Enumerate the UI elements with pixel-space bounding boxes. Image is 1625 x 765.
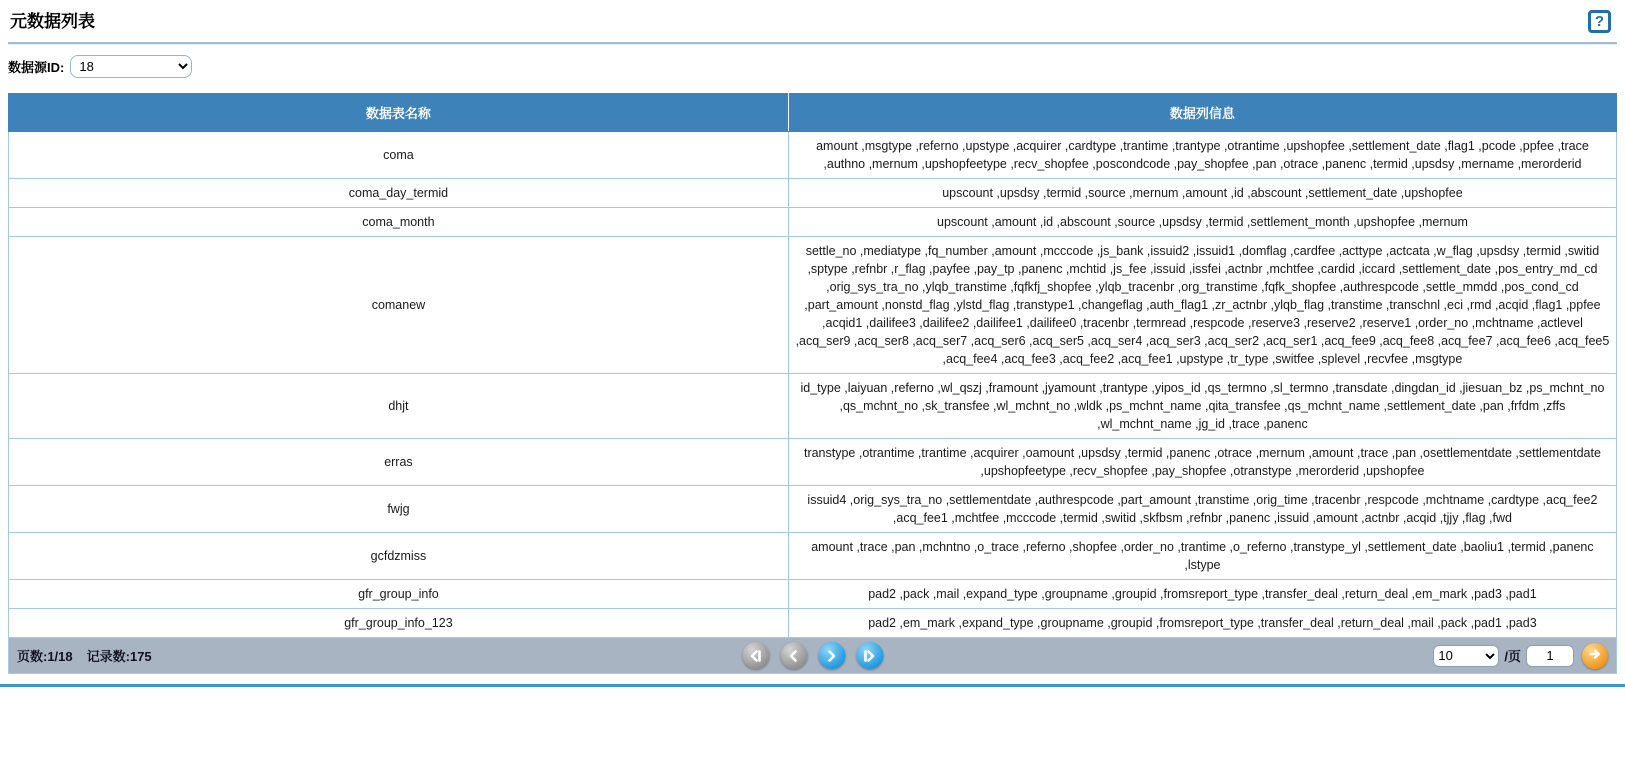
column-info-cell: amount ,trace ,pan ,mchntno ,o_trace ,referno ,shopfee ,order_no ,trantime ,o_referno ,transtype_yl ,settlement_date ,baoliu1 ,termid ,panenc ,lstype [788,533,1616,580]
table-row [9,208,1617,237]
column-info-cell: transtype ,otrantime ,trantime ,acquirer ,oamount ,upsdsy ,termid ,panenc ,otrace ,mernum ,amount ,trace ,pan ,osettlementdate ,settlementdate ,upshopfeetype ,recv_shopfee ,pay_shopfee ,otranstype ,merorderid ,upshopfee [788,439,1616,486]
go-arrow-icon [1588,647,1602,664]
table-name-cell: coma_month [9,208,789,237]
table-row [9,486,1617,533]
previous-page-button[interactable] [780,642,807,669]
column-info-cell: pad2 ,em_mark ,expand_type ,groupname ,groupid ,fromsreport_type ,transfer_deal ,return_deal ,mail ,pack ,pad1 ,pad3 [788,609,1616,638]
datasource-id-label: 数据源ID: [8,60,65,75]
table-row [9,609,1617,638]
page-size-select[interactable] [1433,645,1499,667]
last-page-icon [863,649,877,663]
table-name-cell: fwjg [9,486,789,533]
table-row [9,374,1617,439]
table-name-cell: coma [9,132,789,179]
page-count-label: 页数:1/18 [17,649,73,664]
first-page-button[interactable] [742,642,769,669]
pager-right-controls [1433,643,1608,669]
previous-page-icon [787,649,801,663]
column-info-cell: id_type ,laiyuan ,referno ,wl_qszj ,framount ,jyamount ,trantype ,yipos_id ,qs_termno ,sl_termno ,transdate ,dingdan_id ,jiesuan_bz ,ps_mchnt_no ,qs_mchnt_no ,sk_transfee ,wl_mchnt_no ,wldk ,ps_mchnt_name ,qita_transfee ,qs_mchnt_name ,settlement_date ,pan ,frfdm ,zffs ,wl_mchnt_name ,jg_id ,trace ,panenc [788,374,1616,439]
filter-row [8,55,1617,78]
next-page-icon [825,649,839,663]
title-divider [8,42,1617,45]
table-name-cell: erras [9,439,789,486]
column-info-cell: pad2 ,pack ,mail ,expand_type ,groupname ,groupid ,fromsreport_type ,transfer_deal ,return_deal ,em_mark ,pad3 ,pad1 [788,580,1616,609]
next-page-button[interactable] [818,642,845,669]
pager-info [17,646,166,665]
column-info-cell: settle_no ,mediatype ,fq_number ,amount ,mcccode ,js_bank ,issuid2 ,issuid1 ,domflag ,cardfee ,acttype ,actcata ,w_flag ,upsdsy ,termid ,switid ,sptype ,refnbr ,r_flag ,payfee ,pay_tp ,panenc ,mchtid ,js_fee ,issuid ,issfei ,actnbr ,mchtfee ,cardid ,iccard ,settlement_date ,pos_entry_md_cd ,orig_sys_tra_no ,ylqb_transtime ,fqfkfj_shopfee ,ylqb_tracenbr ,org_transtime ,fqfk_shopfee ,authrespcode ,settle_mmdd ,pos_cond_cd ,part_amount ,nonstd_flag ,ylstd_flag ,transtype1 ,changeflag ,auth_flag1 ,zr_actnbr ,ylqb_flag ,transtime ,transchnl ,eci ,rmd ,acqid ,flag1 ,ppfee ,acqid1 ,dailifee3 ,dailifee2 ,dailifee1 ,dailifee0 ,tracenbr ,termread ,respcode ,reserve3 ,reserve2 ,reserve1 ,order_no ,mchtname ,actlevel ,acq_ser9 ,acq_ser8 ,acq_ser7 ,acq_ser6 ,acq_ser5 ,acq_ser4 ,acq_ser3 ,acq_ser2 ,acq_ser1 ,acq_fee9 ,acq_fee8 ,acq_fee7 ,acq_fee6 ,acq_fee5 ,acq_fee4 ,acq_fee3 ,acq_fee2 ,acq_fee1 ,upstype ,tr_type ,switfee ,splevel ,recvfee ,msgtype [788,237,1616,374]
column-info-cell: upscount ,amount ,id ,abscount ,source ,upsdsy ,termid ,settlement_month ,upshopfee ,mernum [788,208,1616,237]
table-name-cell: dhjt [9,374,789,439]
table-row [9,237,1617,374]
table-row [9,533,1617,580]
help-icon[interactable]: ? [1588,10,1611,33]
first-page-icon [749,649,763,663]
column-header-table-name: 数据表名称 [9,94,789,132]
last-page-button[interactable] [856,642,883,669]
table-name-cell: gcfdzmiss [9,533,789,580]
column-info-cell: amount ,msgtype ,referno ,upstype ,acquirer ,cardtype ,trantime ,trantype ,otrantime ,upshopfee ,settlement_date ,flag1 ,pcode ,ppfee ,trace ,authno ,mernum ,upshopfeetype ,recv_shopfee ,poscondcode ,pay_shopfee ,pan ,otrace ,panenc ,termid ,upsdsy ,mername ,merorderid [788,132,1616,179]
go-button[interactable] [1582,643,1608,669]
table-name-cell: coma_day_termid [9,179,789,208]
pager-nav [742,642,883,669]
table-header-row [9,94,1617,132]
pager-bar [8,638,1617,674]
goto-page-input[interactable] [1526,645,1574,667]
metadata-table [8,93,1617,638]
record-count-label: 记录数:175 [86,649,152,664]
table-row [9,439,1617,486]
column-info-cell: upscount ,upsdsy ,termid ,source ,mernum ,amount ,id ,abscount ,settlement_date ,upshopfee [788,179,1616,208]
datasource-id-select[interactable] [70,55,192,78]
table-name-cell: comanew [9,237,789,374]
table-row [9,179,1617,208]
column-header-column-info: 数据列信息 [788,94,1616,132]
per-page-label: /页 [1504,649,1521,664]
bottom-rule [0,684,1625,687]
page-title: 元数据列表 [10,12,95,31]
table-name-cell: gfr_group_info_123 [9,609,789,638]
table-name-cell: gfr_group_info [9,580,789,609]
title-bar [8,6,1617,34]
column-info-cell: issuid4 ,orig_sys_tra_no ,settlementdate ,authrespcode ,part_amount ,transtime ,orig_time ,tracenbr ,respcode ,mchtname ,cardtype ,acq_fee2 ,acq_fee1 ,mchtfee ,mcccode ,termid ,switid ,skfbsm ,refnbr ,panenc ,issuid ,amount ,actnbr ,acqid ,tjjy ,flag ,fwd [788,486,1616,533]
table-row [9,580,1617,609]
table-row [9,132,1617,179]
